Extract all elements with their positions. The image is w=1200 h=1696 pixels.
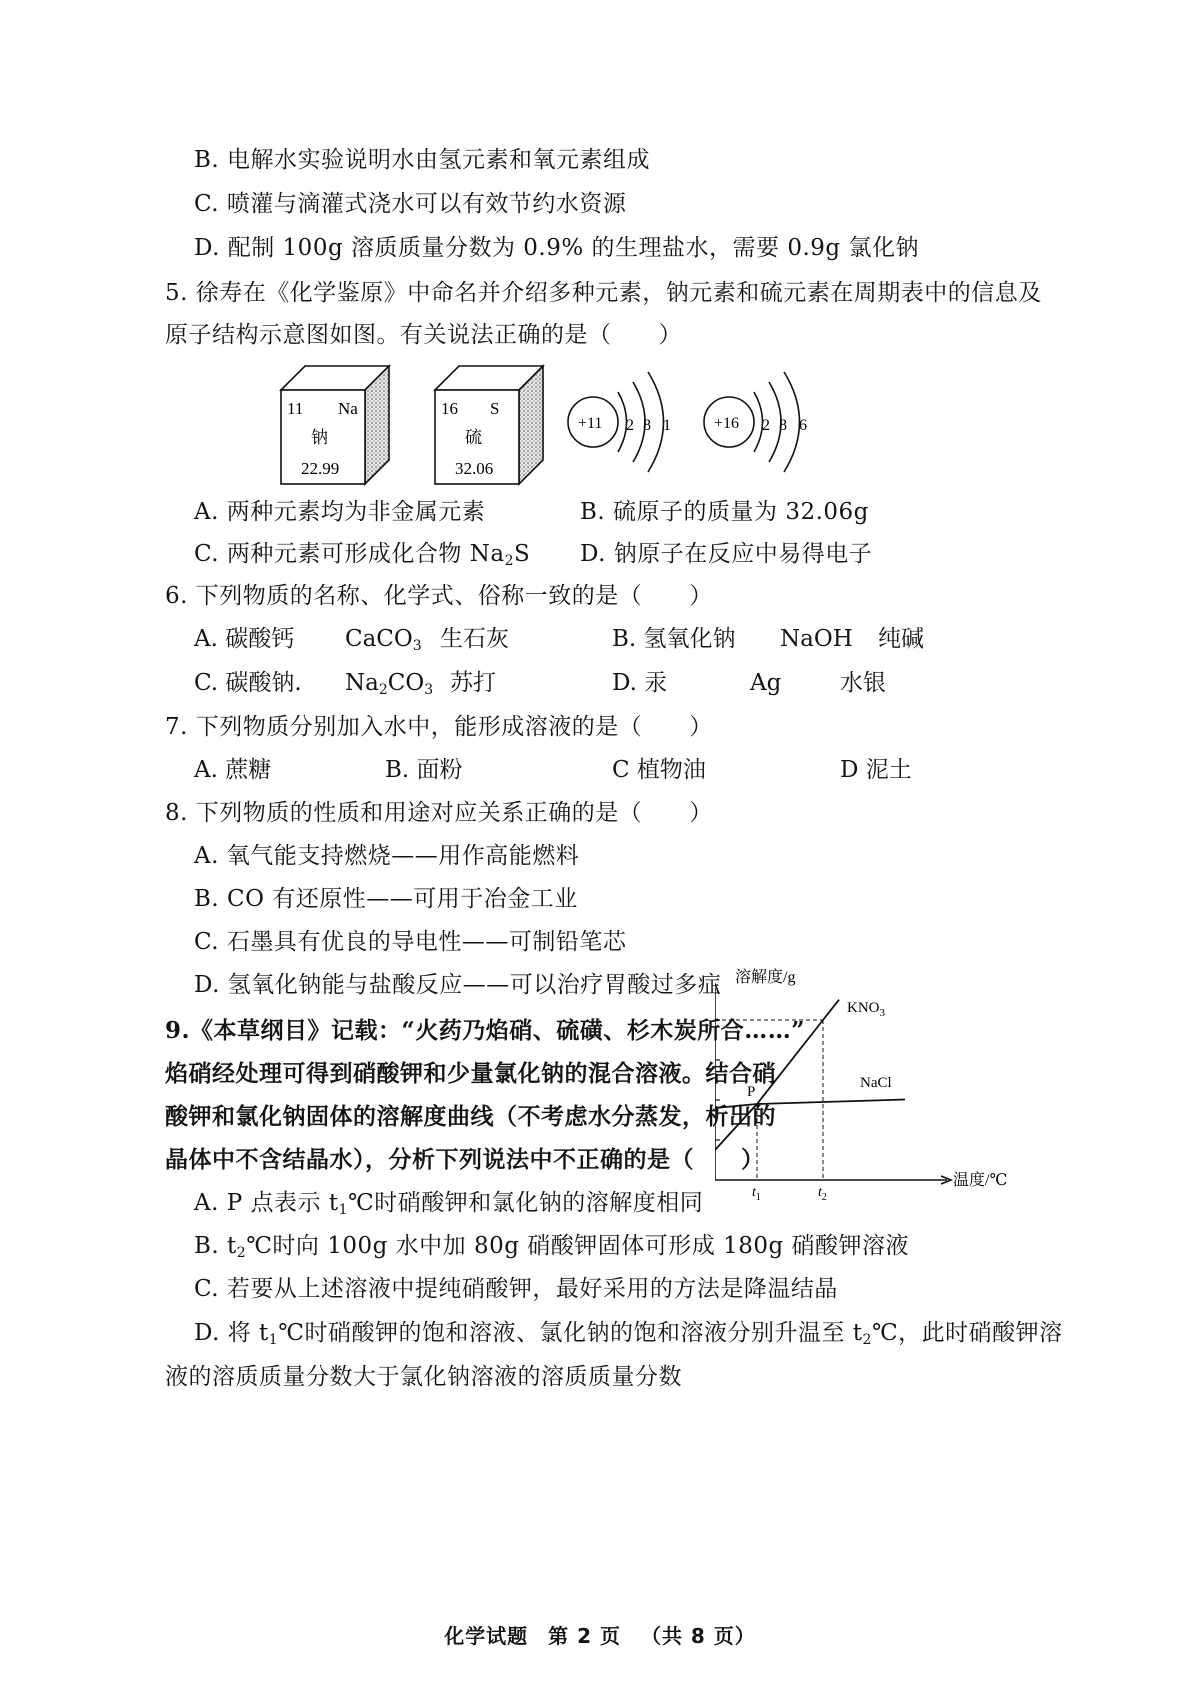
s-shell-2: 8 (779, 417, 787, 434)
q9-stem-line3: 酸钾和氯化钠固体的溶解度曲线（不考虑水分蒸发，析出的 (165, 1103, 776, 1130)
point-p-label: P (747, 1084, 756, 1100)
solubility-chart (715, 960, 1025, 1200)
q7-option-d: D 泥土 (840, 757, 912, 783)
na-shell-2: 8 (643, 417, 651, 434)
q9-option-c: C. 若要从上述溶液中提纯硝酸钾，最好采用的方法是降温结晶 (194, 1276, 838, 1302)
q5-option-d: D. 钠原子在反应中易得电子 (580, 541, 873, 567)
s-symbol: S (490, 399, 500, 418)
q8-stem: 8. 下列物质的性质和用途对应关系正确的是（ ） (165, 800, 713, 826)
na-mass: 22.99 (301, 459, 340, 478)
page-footer (0, 1620, 1200, 1649)
q6-b-label: B. 氢氧化钠 (612, 626, 736, 652)
footer-subject: 化学试题 (444, 1624, 529, 1648)
q5-option-b: B. 硫原子的质量为 32.06g (580, 499, 869, 525)
na-shell-3: 1 (663, 417, 671, 434)
footer-page-number: 第 2 页 (548, 1624, 621, 1648)
series-line-nacl (715, 1100, 905, 1108)
q6-b-common: 纯碱 (878, 626, 924, 652)
q7-option-a: A. 蔗糖 (194, 757, 272, 783)
q5-stem-line2: 原子结构示意图如图。有关说法正确的是（ ） (165, 322, 682, 348)
na-shell-1: 2 (626, 417, 634, 434)
periodic-cell-s (435, 366, 543, 484)
x-tick-label-t1: $t_1$ (752, 1185, 761, 1200)
q6-d-common: 水银 (840, 670, 886, 696)
s-shell-1: 2 (762, 417, 770, 434)
q6-c-formula: $Na_2CO_3$ (345, 670, 434, 698)
x-tick-label-t2: $t_2$ (818, 1185, 827, 1200)
x-axis-label: 温度/℃ (953, 1172, 1008, 1189)
q9-option-b: B. $t_2℃$时向 100g 水中加 80g 硝酸钾固体可形成 180g 硝酸钾溶液 (194, 1233, 910, 1261)
q7-stem: 7. 下列物质分别加入水中，能形成溶液的是（ ） (165, 714, 713, 740)
s-mass: 32.06 (455, 459, 494, 478)
q8-option-a: A. 氧气能支持燃烧——用作高能燃料 (194, 843, 580, 869)
q4-option-b: B. 电解水实验说明水由氢元素和氧元素组成 (194, 147, 651, 173)
q5-option-a: A. 两种元素均为非金属元素 (194, 499, 486, 525)
q6-a-common: 生石灰 (440, 626, 509, 652)
na-atomic-number: 11 (287, 399, 304, 418)
q5-stem-line1: 5. 徐寿在《化学鉴原》中命名并介绍多种元素，钠元素和硫元素在周期表中的信息及 (165, 280, 1042, 306)
footer-total-pages: （共 8 页） (640, 1624, 756, 1648)
q6-a-label: A. 碳酸钙 (194, 626, 295, 652)
q4-option-d: D. 配制 100g 溶质质量分数为 0.9% 的生理盐水，需要 0.9g 氯化钠 (194, 235, 919, 261)
q9-option-d-line1: D. 将 $t_1℃$时硝酸钾的饱和溶液、氯化钠的饱和溶液分别升温至 $t_2℃$，此时硝酸钾溶 (194, 1320, 1063, 1348)
y-axis-label: 溶解度/g (735, 969, 796, 986)
q7-option-b: B. 面粉 (385, 757, 463, 783)
s-atomic-number: 16 (441, 399, 458, 418)
q5-option-c: C. 两种元素可形成化合物 $Na_2S$ (194, 541, 531, 569)
na-name: 钠 (311, 428, 328, 447)
q6-c-label: C. 碳酸钠. (194, 670, 302, 696)
na-nucleus-charge: +11 (578, 415, 603, 432)
q6-b-formula: NaOH (780, 626, 853, 652)
q7-option-c: C 植物油 (612, 757, 706, 783)
q6-d-formula: Ag (750, 670, 782, 696)
q8-option-d: D. 氢氧化钠能与盐酸反应——可以治疗胃酸过多症 (194, 972, 722, 998)
q4-option-c: C. 喷灌与滴灌式浇水可以有效节约水资源 (194, 191, 627, 217)
q9-stem-line2: 焰硝经处理可得到硝酸钾和少量氯化钠的混合溶液。结合硝 (165, 1060, 776, 1087)
q6-a-formula: CaCO$_3$ (345, 626, 422, 654)
na-symbol: Na (338, 399, 358, 418)
q9-option-d-line2: 液的溶质质量分数大于氯化钠溶液的溶质质量分数 (165, 1364, 682, 1390)
q6-d-label: D. 汞 (612, 670, 668, 696)
q5-figure (275, 362, 835, 492)
q9-stem-line4: 晶体中不含结晶水），分析下列说法中不正确的是（ ） (165, 1146, 765, 1173)
q6-stem: 6. 下列物质的名称、化学式、俗称一致的是（ ） (165, 583, 713, 609)
s-shell-3: 6 (799, 417, 807, 434)
series-label-kno3: $KNO_3$ (847, 1000, 885, 1019)
q8-option-b: B. CO 有还原性——可用于冶金工业 (194, 886, 578, 912)
s-name: 硫 (465, 428, 482, 447)
q9-stem-line1: 9.《本草纲目》记载：“火药乃焰硝、硫磺、杉木炭所合……” (165, 1017, 805, 1044)
series-label-nacl: NaCl (860, 1075, 892, 1091)
q8-option-c: C. 石墨具有优良的导电性——可制铅笔芯 (194, 929, 627, 955)
series-line-kno3 (715, 1000, 839, 1150)
q6-c-common: 苏打 (450, 670, 496, 696)
q9-option-a: A. P 点表示 $t_1℃$时硝酸钾和氯化钠的溶解度相同 (194, 1190, 704, 1218)
s-nucleus-charge: +16 (714, 415, 740, 432)
periodic-cell-na (281, 366, 389, 484)
